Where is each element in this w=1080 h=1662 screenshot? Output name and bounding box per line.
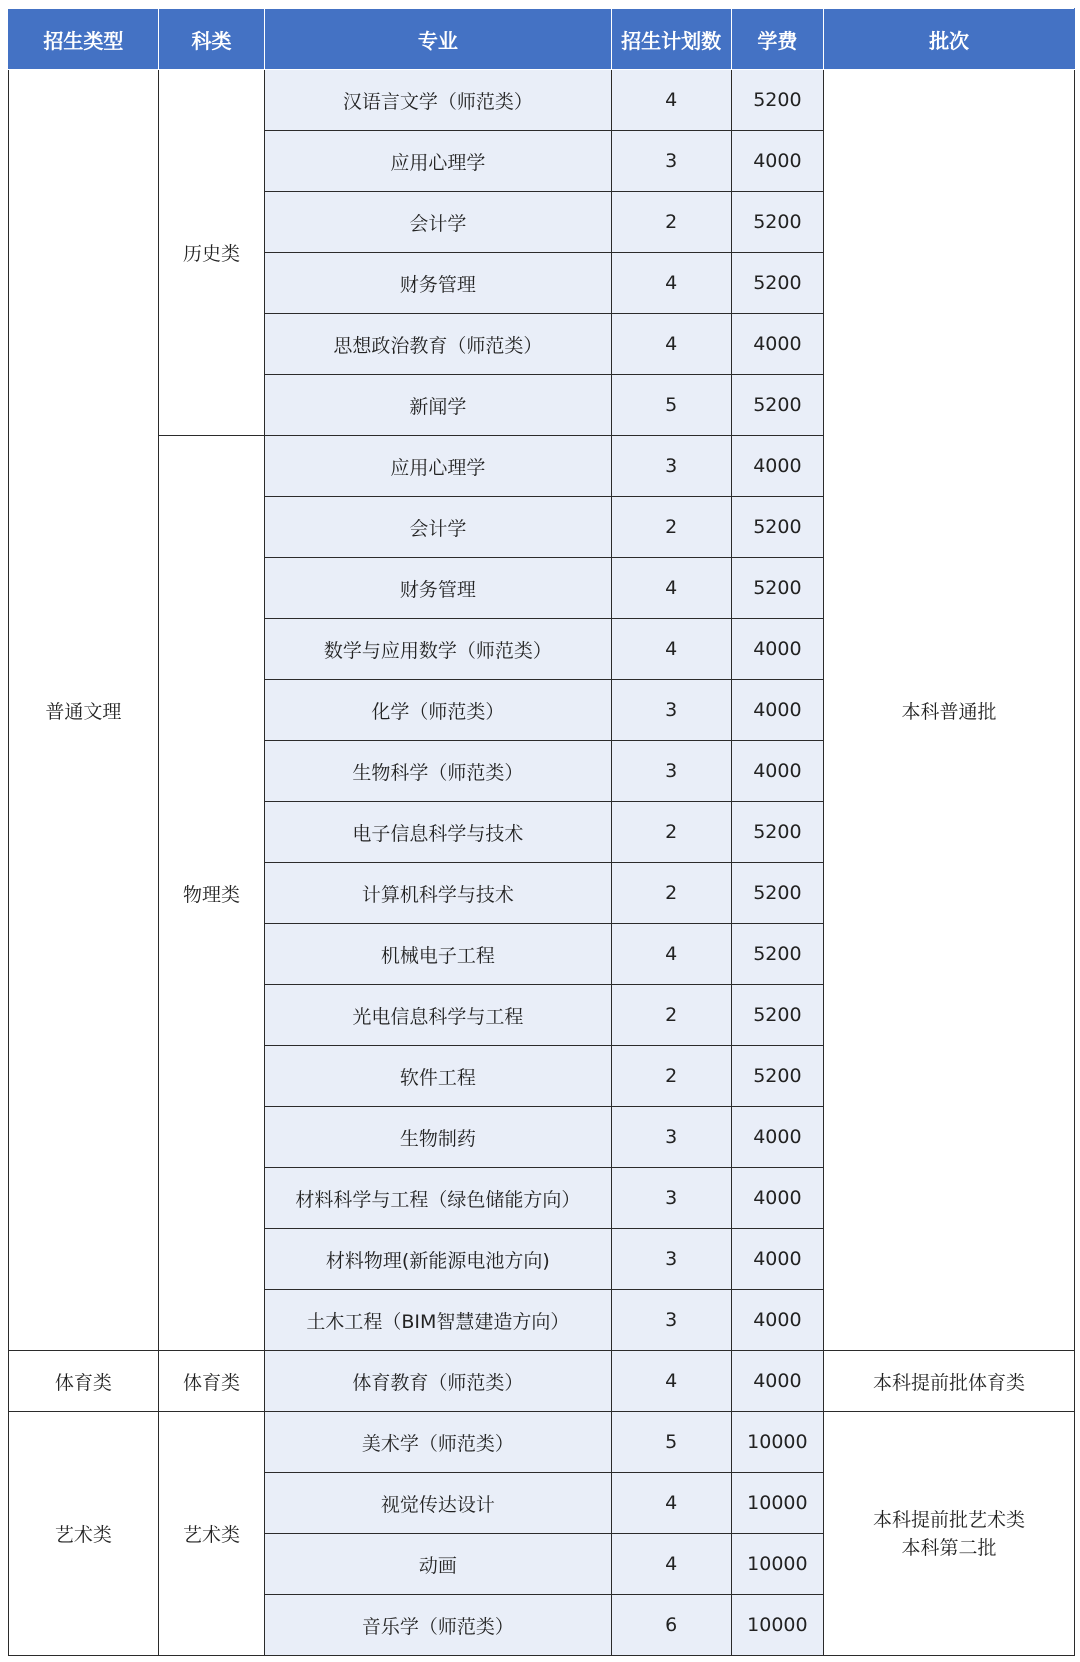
enrollment-type-cell: 体育类 [9, 1351, 159, 1412]
tuition-cell: 10000 [731, 1534, 823, 1595]
major-cell: 音乐学（师范类） [265, 1595, 611, 1656]
plan-count-cell: 6 [611, 1595, 731, 1656]
major-cell: 体育教育（师范类） [265, 1351, 611, 1412]
plan-count-cell: 3 [611, 1107, 731, 1168]
tuition-cell: 5200 [731, 802, 823, 863]
admission-plan-table [8, 8, 1075, 1656]
major-cell: 美术学（师范类） [265, 1412, 611, 1473]
major-cell: 机械电子工程 [265, 924, 611, 985]
enrollment-type-cell: 艺术类 [9, 1412, 159, 1656]
batch-line: 本科提前批艺术类 [873, 1508, 1026, 1531]
major-cell: 视觉传达设计 [265, 1473, 611, 1534]
subject-category-cell: 体育类 [158, 1351, 264, 1412]
tuition-cell: 4000 [731, 680, 823, 741]
plan-count-cell: 4 [611, 924, 731, 985]
major-cell: 会计学 [265, 497, 611, 558]
batch-line: 本科第二批 [901, 1536, 997, 1559]
tuition-cell: 5200 [731, 1046, 823, 1107]
tuition-cell: 4000 [731, 131, 823, 192]
tuition-cell: 4000 [731, 1107, 823, 1168]
plan-count-cell: 2 [611, 985, 731, 1046]
plan-count-cell: 3 [611, 1229, 731, 1290]
tuition-cell: 5200 [731, 375, 823, 436]
major-cell: 生物制药 [265, 1107, 611, 1168]
batch-cell: 本科提前批体育类 [824, 1351, 1075, 1412]
plan-count-cell: 2 [611, 192, 731, 253]
plan-count-cell: 4 [611, 1351, 731, 1412]
plan-count-cell: 4 [611, 253, 731, 314]
header-tuition: 学费 [731, 9, 823, 70]
plan-count-cell: 3 [611, 741, 731, 802]
plan-count-cell: 3 [611, 1290, 731, 1351]
plan-count-cell: 5 [611, 1412, 731, 1473]
major-cell: 汉语言文学（师范类） [265, 70, 611, 131]
tuition-cell: 4000 [731, 314, 823, 375]
tuition-cell: 10000 [731, 1412, 823, 1473]
tuition-cell: 5200 [731, 985, 823, 1046]
header-subject-category: 科类 [158, 9, 264, 70]
major-cell: 动画 [265, 1534, 611, 1595]
tuition-cell: 4000 [731, 1168, 823, 1229]
plan-count-cell: 4 [611, 314, 731, 375]
plan-count-cell: 3 [611, 436, 731, 497]
tuition-cell: 4000 [731, 1229, 823, 1290]
plan-count-cell: 2 [611, 802, 731, 863]
major-cell: 光电信息科学与工程 [265, 985, 611, 1046]
major-cell: 电子信息科学与技术 [265, 802, 611, 863]
batch-cell: 本科普通批 [824, 70, 1075, 1351]
tuition-cell: 4000 [731, 741, 823, 802]
plan-count-cell: 2 [611, 1046, 731, 1107]
major-cell: 思想政治教育（师范类） [265, 314, 611, 375]
header-major: 专业 [265, 9, 611, 70]
header-enrollment-type: 招生类型 [9, 9, 159, 70]
batch-cell [824, 1412, 1075, 1656]
plan-count-cell: 5 [611, 375, 731, 436]
table-row [9, 1351, 1075, 1412]
tuition-cell: 5200 [731, 558, 823, 619]
tuition-cell: 4000 [731, 619, 823, 680]
tuition-cell: 4000 [731, 1351, 823, 1412]
plan-count-cell: 4 [611, 619, 731, 680]
tuition-cell: 5200 [731, 863, 823, 924]
tuition-cell: 5200 [731, 924, 823, 985]
major-cell: 数学与应用数学（师范类） [265, 619, 611, 680]
tuition-cell: 5200 [731, 253, 823, 314]
tuition-cell: 5200 [731, 497, 823, 558]
major-cell: 新闻学 [265, 375, 611, 436]
plan-count-cell: 4 [611, 1473, 731, 1534]
tuition-cell: 10000 [731, 1473, 823, 1534]
major-cell: 会计学 [265, 192, 611, 253]
major-cell: 化学（师范类） [265, 680, 611, 741]
header-plan-count: 招生计划数 [611, 9, 731, 70]
plan-count-cell: 2 [611, 863, 731, 924]
plan-count-cell: 4 [611, 70, 731, 131]
subject-category-cell: 物理类 [158, 436, 264, 1351]
table-body [9, 70, 1075, 1656]
plan-count-cell: 3 [611, 680, 731, 741]
subject-category-cell: 艺术类 [158, 1412, 264, 1656]
major-cell: 软件工程 [265, 1046, 611, 1107]
tuition-cell: 5200 [731, 70, 823, 131]
major-cell: 财务管理 [265, 558, 611, 619]
major-cell: 材料科学与工程（绿色储能方向） [265, 1168, 611, 1229]
tuition-cell: 10000 [731, 1595, 823, 1656]
table-row [9, 1412, 1075, 1473]
major-cell: 财务管理 [265, 253, 611, 314]
major-cell: 生物科学（师范类） [265, 741, 611, 802]
major-cell: 材料物理(新能源电池方向) [265, 1229, 611, 1290]
header-batch: 批次 [824, 9, 1075, 70]
major-cell: 应用心理学 [265, 436, 611, 497]
header-row [9, 9, 1075, 70]
subject-category-cell: 历史类 [158, 70, 264, 436]
tuition-cell: 5200 [731, 192, 823, 253]
table-header [9, 9, 1075, 70]
plan-count-cell: 2 [611, 497, 731, 558]
table-row [9, 70, 1075, 131]
enrollment-type-cell: 普通文理 [9, 70, 159, 1351]
plan-count-cell: 4 [611, 1534, 731, 1595]
plan-count-cell: 3 [611, 131, 731, 192]
tuition-cell: 4000 [731, 436, 823, 497]
plan-count-cell: 4 [611, 558, 731, 619]
plan-count-cell: 3 [611, 1168, 731, 1229]
tuition-cell: 4000 [731, 1290, 823, 1351]
major-cell: 土木工程（BIM智慧建造方向） [265, 1290, 611, 1351]
major-cell: 计算机科学与技术 [265, 863, 611, 924]
major-cell: 应用心理学 [265, 131, 611, 192]
